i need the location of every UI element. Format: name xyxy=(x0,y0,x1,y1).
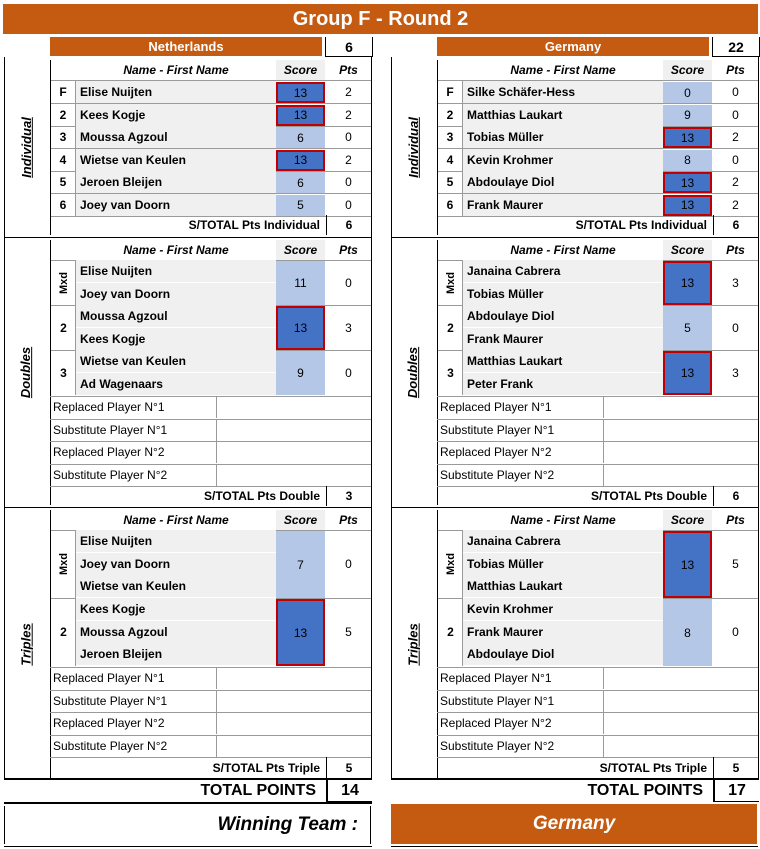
group-position-text: Mxd xyxy=(57,271,70,294)
group-score: 8 xyxy=(663,599,712,666)
player-score: 13 xyxy=(663,195,712,216)
header-name: Name - First Name xyxy=(510,243,616,257)
subtotal-triple-label: S/TOTAL Pts Triple xyxy=(212,760,320,775)
section-divider xyxy=(391,237,758,238)
player-pts: 0 xyxy=(345,197,352,212)
player-name: Tobias Müller xyxy=(463,553,663,575)
group-pts: 0 xyxy=(732,320,739,335)
subtotal-triple-label: S/TOTAL Pts Triple xyxy=(599,760,707,775)
player-score: 13 xyxy=(663,172,712,193)
player-pts: 2 xyxy=(345,85,352,99)
player-name: Janaina Cabrera xyxy=(463,530,663,552)
player-name: Joey van Doorn xyxy=(76,283,276,305)
section-label-individual xyxy=(393,60,433,235)
player-pts: 2 xyxy=(345,152,352,167)
group-position: 3 xyxy=(447,365,454,380)
section-label-individual xyxy=(6,60,46,235)
section-label-triples-text: Triples xyxy=(405,622,421,666)
player-position: 5 xyxy=(438,171,463,193)
header-pts: Pts xyxy=(726,513,745,527)
group-score: 13 xyxy=(663,351,712,395)
player-name: Joey van Doorn xyxy=(76,553,276,575)
group-position: 2 xyxy=(60,320,67,335)
subtotal-individual-label: S/TOTAL Pts Individual xyxy=(575,218,707,232)
total-points-label: TOTAL POINTS xyxy=(200,782,316,799)
section-divider xyxy=(391,507,758,508)
player-position: 4 xyxy=(51,149,76,171)
player-pts: 0 xyxy=(732,85,739,99)
winning-row-top xyxy=(4,802,372,804)
player-score: 6 xyxy=(276,172,325,193)
replacement-label: Replaced Player N°2 xyxy=(436,712,604,734)
player-pts: 2 xyxy=(732,175,739,189)
player-position: F xyxy=(51,81,76,103)
section-label-triples-text: Triples xyxy=(18,622,34,666)
player-name: Abdoulaye Diol xyxy=(463,171,663,193)
player-pts: 0 xyxy=(732,152,739,167)
replacement-label: Substitute Player N°2 xyxy=(436,464,604,486)
total-points-value: 14 xyxy=(326,780,372,802)
player-score: 13 xyxy=(276,150,325,171)
player-name: Kees Kogje xyxy=(76,328,276,350)
player-score: 9 xyxy=(663,105,712,126)
header-pts: Pts xyxy=(726,243,745,257)
player-score: 6 xyxy=(276,127,325,148)
section-label-triples xyxy=(6,510,46,778)
section-divider xyxy=(4,237,371,238)
section-label-doubles xyxy=(393,240,433,505)
group-position xyxy=(51,530,76,598)
team-score: 22 xyxy=(712,37,760,57)
winning-row-bottom xyxy=(391,846,758,847)
group-position-text: Mxd xyxy=(57,553,70,575)
section-label-triples xyxy=(393,510,433,778)
subtotal-individual-label: S/TOTAL Pts Individual xyxy=(188,218,320,232)
player-score: 5 xyxy=(276,195,325,216)
player-name: Kevin Krohmer xyxy=(463,598,663,620)
group-score: 5 xyxy=(663,306,712,350)
group-position: 3 xyxy=(60,365,67,380)
header-score: Score xyxy=(276,60,325,80)
header-score: Score xyxy=(663,510,712,530)
player-pts: 2 xyxy=(345,107,352,122)
replacement-label: Replaced Player N°2 xyxy=(49,712,217,734)
player-name: Matthias Laukart xyxy=(463,575,663,597)
player-position: 6 xyxy=(438,194,463,216)
section-divider xyxy=(4,507,371,508)
group-pts: 3 xyxy=(345,320,352,335)
group-score: 13 xyxy=(663,261,712,305)
section-label-individual-text: Individual xyxy=(18,117,34,178)
replacement-label: Substitute Player N°2 xyxy=(49,735,217,757)
group-score: 13 xyxy=(276,599,325,666)
player-name: Frank Maurer xyxy=(463,621,663,643)
winning-team-label: Winning Team : xyxy=(4,806,371,844)
player-score: 0 xyxy=(663,82,712,103)
player-name: Joey van Doorn xyxy=(76,194,276,216)
header-name: Name - First Name xyxy=(123,63,229,77)
total-points-label: TOTAL POINTS xyxy=(587,782,703,799)
player-name: Ad Wagenaars xyxy=(76,373,276,395)
group-score: 7 xyxy=(276,531,325,598)
replacement-label: Replaced Player N°2 xyxy=(436,441,604,463)
player-name: Tobias Müller xyxy=(463,283,663,305)
player-name: Kees Kogje xyxy=(76,598,276,620)
group-position-text: Mxd xyxy=(444,553,457,575)
replacement-label: Replaced Player N°1 xyxy=(49,396,217,418)
winning-row-bottom xyxy=(4,846,372,847)
player-position: F xyxy=(438,81,463,103)
header-score: Score xyxy=(276,510,325,530)
player-score: 13 xyxy=(663,127,712,148)
group-position: 2 xyxy=(447,320,454,335)
header-name: Name - First Name xyxy=(123,243,229,257)
player-pts: 2 xyxy=(732,130,739,144)
player-position: 3 xyxy=(51,126,76,148)
subtotal-double-value: 6 xyxy=(713,486,758,506)
replacement-label: Substitute Player N°1 xyxy=(436,419,604,441)
player-position: 2 xyxy=(438,104,463,126)
player-name: Abdoulaye Diol xyxy=(463,305,663,327)
group-score: 11 xyxy=(276,261,325,305)
player-name: Tobias Müller xyxy=(463,126,663,148)
group-pts: 3 xyxy=(732,365,739,380)
player-name: Moussa Agzoul xyxy=(76,126,276,148)
player-name: Kevin Krohmer xyxy=(463,149,663,171)
replacement-label: Substitute Player N°2 xyxy=(49,464,217,486)
winning-team-value: Germany xyxy=(391,804,757,844)
group-score: 9 xyxy=(276,351,325,395)
header-score: Score xyxy=(276,240,325,260)
header-pts: Pts xyxy=(339,513,358,527)
subtotal-double-label: S/TOTAL Pts Double xyxy=(203,489,320,503)
player-name: Jeroen Bleijen xyxy=(76,643,276,665)
player-name: Moussa Agzoul xyxy=(76,621,276,643)
section-label-doubles xyxy=(6,240,46,505)
group-pts: 0 xyxy=(732,625,739,639)
player-name: Matthias Laukart xyxy=(463,104,663,126)
player-name: Abdoulaye Diol xyxy=(463,643,663,665)
player-position: 3 xyxy=(438,126,463,148)
replacement-label: Substitute Player N°1 xyxy=(49,690,217,712)
player-pts: 0 xyxy=(345,175,352,189)
player-name: Jeroen Bleijen xyxy=(76,171,276,193)
group-position: 2 xyxy=(447,625,454,639)
group-pts: 5 xyxy=(345,625,352,639)
replacement-label: Substitute Player N°1 xyxy=(49,419,217,441)
player-name: Elise Nuijten xyxy=(76,530,276,552)
frame-left xyxy=(391,57,392,779)
section-label-doubles-text: Doubles xyxy=(18,346,34,399)
player-name: Kees Kogje xyxy=(76,104,276,126)
replacement-label: Replaced Player N°2 xyxy=(49,441,217,463)
frame-right xyxy=(758,57,759,779)
team-name: Netherlands xyxy=(50,37,322,56)
group-pts: 0 xyxy=(345,557,352,571)
subtotal-individual-value: 6 xyxy=(713,215,758,235)
player-position: 2 xyxy=(51,104,76,126)
group-pts: 0 xyxy=(345,275,352,290)
subtotal-triple-value: 5 xyxy=(326,757,371,778)
group-position-text: Mxd xyxy=(444,271,457,294)
group-score: 13 xyxy=(276,306,325,350)
group-position: 2 xyxy=(60,625,67,639)
header-name: Name - First Name xyxy=(510,63,616,77)
header-name: Name - First Name xyxy=(510,513,616,527)
group-position xyxy=(438,260,463,305)
replacement-label: Substitute Player N°1 xyxy=(436,690,604,712)
replacement-label: Replaced Player N°1 xyxy=(436,396,604,418)
header-pts: Pts xyxy=(339,243,358,257)
subtotal-double-value: 3 xyxy=(326,486,371,506)
section-label-doubles-text: Doubles xyxy=(405,346,421,399)
player-name: Frank Maurer xyxy=(463,328,663,350)
player-position: 6 xyxy=(51,194,76,216)
player-name: Moussa Agzoul xyxy=(76,305,276,327)
player-name: Elise Nuijten xyxy=(76,260,276,282)
header-name: Name - First Name xyxy=(123,513,229,527)
player-position: 4 xyxy=(438,149,463,171)
group-position xyxy=(51,260,76,305)
player-pts: 0 xyxy=(345,130,352,144)
player-score: 13 xyxy=(276,82,325,103)
frame-right xyxy=(371,57,372,779)
player-name: Wietse van Keulen xyxy=(76,350,276,372)
player-score: 13 xyxy=(276,105,325,126)
replacement-label: Replaced Player N°1 xyxy=(49,667,217,689)
player-name: Janaina Cabrera xyxy=(463,260,663,282)
header-score: Score xyxy=(663,240,712,260)
player-name: Frank Maurer xyxy=(463,194,663,216)
header-score: Score xyxy=(663,60,712,80)
group-pts: 0 xyxy=(345,365,352,380)
player-name: Matthias Laukart xyxy=(463,350,663,372)
page-title: Group F - Round 2 xyxy=(3,4,758,34)
player-score: 8 xyxy=(663,150,712,171)
group-pts: 3 xyxy=(732,275,739,290)
replacement-label: Substitute Player N°2 xyxy=(436,735,604,757)
player-name: Wietse van Keulen xyxy=(76,149,276,171)
player-name: Wietse van Keulen xyxy=(76,575,276,597)
replacement-label: Replaced Player N°1 xyxy=(436,667,604,689)
section-label-individual-text: Individual xyxy=(405,117,421,178)
player-name: Elise Nuijten xyxy=(76,81,276,103)
total-points-value: 17 xyxy=(713,780,759,802)
header-pts: Pts xyxy=(339,63,358,77)
frame-left xyxy=(4,57,5,779)
subtotal-double-label: S/TOTAL Pts Double xyxy=(590,489,707,503)
subtotal-triple-value: 5 xyxy=(713,757,758,778)
team-score: 6 xyxy=(325,37,373,57)
player-position: 5 xyxy=(51,171,76,193)
team-name: Germany xyxy=(437,37,709,56)
header-pts: Pts xyxy=(726,63,745,77)
group-score: 13 xyxy=(663,531,712,598)
group-pts: 5 xyxy=(732,557,739,571)
player-name: Peter Frank xyxy=(463,373,663,395)
group-position xyxy=(438,530,463,598)
player-pts: 2 xyxy=(732,197,739,212)
player-pts: 0 xyxy=(732,107,739,122)
player-name: Silke Schäfer-Hess xyxy=(463,81,663,103)
subtotal-individual-value: 6 xyxy=(326,215,371,235)
